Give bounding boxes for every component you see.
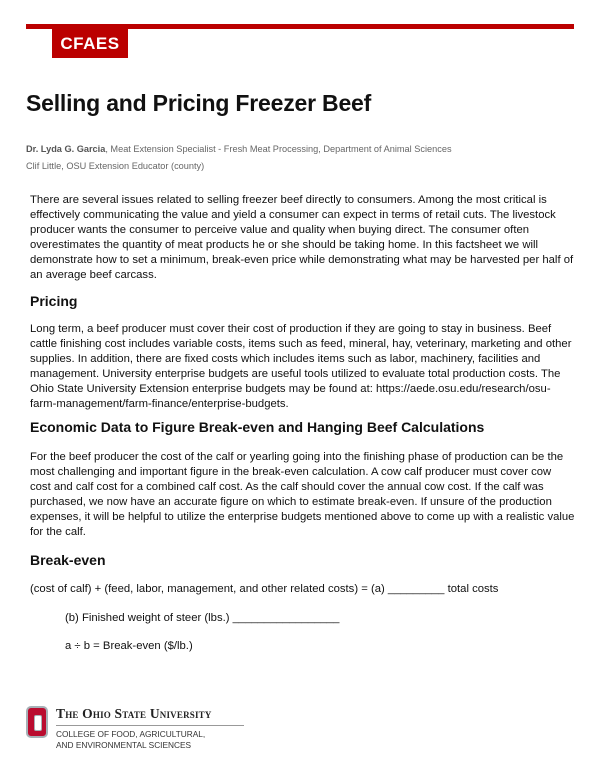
author-2-role: Clif Little, OSU Extension Educator (county) (26, 161, 205, 171)
author-2 (26, 158, 452, 175)
author-1-name: Dr. Lyda G. Garcia (26, 144, 106, 154)
section-heading-pricing: Pricing (30, 293, 78, 309)
section-heading-break-even: Break-even (30, 552, 106, 568)
formula-finished-weight: (b) Finished weight of steer (lbs.) _________________ (65, 612, 340, 624)
document-title: Selling and Pricing Freezer Beef (26, 90, 372, 116)
author-list (26, 141, 452, 175)
college-line-1: COLLEGE OF FOOD, AGRICULTURAL, (56, 729, 206, 739)
author-1-role: , Meat Extension Specialist - Fresh Meat Processing, Department of Animal Sciences (105, 144, 452, 154)
intro-paragraph: There are several issues related to selling freezer beef directly to consumers. Among the most critical is effectively communicating the value and yield a consumer can expect in terms of retail cuts. The livestock producer wants the consumer to perceive value and quality when buying direct. The consumer often overestimates the quantity of meat products he or she should be taking home. In this factsheet we will demonstrate how to set a minimum, break-even price while demonstrating what may be harvested per half of an average beef carcass. (30, 194, 574, 281)
section-heading-economic-data: Economic Data to Figure Break-even and Hanging Beef Calculations (30, 419, 485, 435)
formula-total-costs: (cost of calf) + (feed, labor, management, and other related costs) = (a) _________ total costs (30, 583, 499, 595)
osu-footer-logo (26, 706, 244, 751)
college-name (56, 729, 244, 751)
cfaes-logo: CFAES (52, 29, 128, 58)
economic-data-paragraph: For the beef producer the cost of the calf or yearling going into the finishing phase of production can be the most challenging and important figure in the break-even calculation. A cow calf producer must cover cow cost and calf cost for a combined calf cost. As the calf should cover the annual cow cost. If the calf was purchased, we now have an accurate figure on which to estimate break-even. If unsure of the production expenses, it will be helpful to utilize the enterprise budgets mentioned above to come up with a realistic value for the calf. (30, 451, 575, 538)
pricing-paragraph: Long term, a beef producer must cover their cost of production if they are going to stay in business. Beef cattle finishing cost includes variable costs, items such as feed, mineral, hay, veterinary, marketing and other supplies. In addition, there are fixed costs which includes items such as labor, machinery, facilities and management. University enterprise budgets are useful tools utilized to evaluate total production costs. The Ohio State University Extension enterprise budgets may be found at: https://aede.osu.edu/research/osu-farm-management/farm-finance/enterprise-budgets. (30, 323, 572, 410)
formula-break-even: a ÷ b = Break-even ($/lb.) (65, 640, 193, 652)
osu-wordmark (56, 706, 244, 751)
author-1 (26, 141, 452, 158)
university-name: The Ohio State University (56, 706, 244, 726)
block-o-icon (26, 706, 48, 738)
college-line-2: AND ENVIRONMENTAL SCIENCES (56, 740, 192, 750)
